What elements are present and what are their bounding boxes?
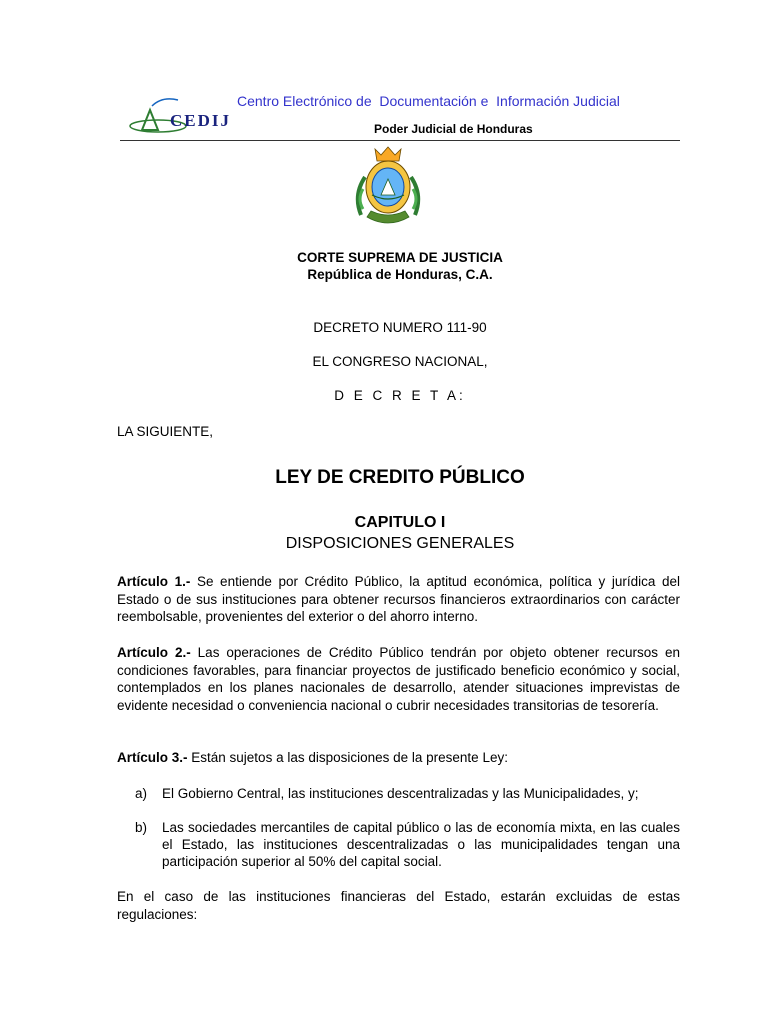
center-title: Centro Electrónico de Documentación e Información Judicial [237,93,620,109]
list-item [135,785,680,802]
article-text: Las operaciones de Crédito Público tendrán por objeto obtener recursos en condiciones favorables, para financiar proyectos de justificado beneficio económico y social, contemplados en los planes nacionales de desarrollo, atender situaciones imprevistas de evidente necesidad o conveniencia nacional o cubrir necesidades transitorias de tesorería. [117,645,680,713]
poder-judicial-label: Poder Judicial de Honduras [374,122,533,136]
republic-name: República de Honduras, C.A. [307,267,493,282]
decreta-line: D E C R E T A: [334,388,466,403]
article-text: Se entiende por Crédito Público, la aptitud económica, política y jurídica del Estado o de sus instituciones para obtener recursos financieros extraordinarios con carácter reembolsable, provenientes del exterior o del ahorro interno. [117,574,680,624]
list-item [135,819,680,870]
list-item-text: Las sociedades mercantiles de capital público o las de economía mixta, en las cuales el Estado, las instituciones descentralizadas o las municipalidades tengan una participación superior al 50% del capital social. [162,820,680,869]
article-label: Artículo 3.- [117,750,188,765]
court-name: CORTE SUPREMA DE JUSTICIA [297,250,503,265]
list-marker: b) [135,820,148,835]
congress-line: EL CONGRESO NACIONAL, [312,354,488,369]
decree-number: DECRETO NUMERO 111-90 [313,320,487,335]
header-divider [120,140,680,141]
article-2 [117,644,680,714]
article-3 [117,749,680,767]
chapter-title: CAPITULO I [354,514,446,531]
la-siguiente-line: LA SIGUIENTE, [117,424,214,439]
svg-text:CEDIJ: CEDIJ [170,111,232,130]
article-1 [117,573,680,626]
article-text: Están sujetos a las disposiciones de la presente Ley: [187,750,508,765]
article-label: Artículo 1.- [117,574,191,589]
list-marker: a) [135,786,148,801]
chapter-subtitle: DISPOSICIONES GENERALES [285,535,515,552]
law-title: LEY DE CREDITO PÚBLICO [275,467,525,488]
coat-of-arms-icon [353,143,423,227]
article-label: Artículo 2.- [117,645,191,660]
list-item-text: El Gobierno Central, las instituciones descentralizadas y las Municipalidades, y; [162,786,639,801]
closing-paragraph: En el caso de las instituciones financieras del Estado, estarán excluidas de estas regulaciones: [117,889,680,922]
cedij-logo [128,96,240,136]
